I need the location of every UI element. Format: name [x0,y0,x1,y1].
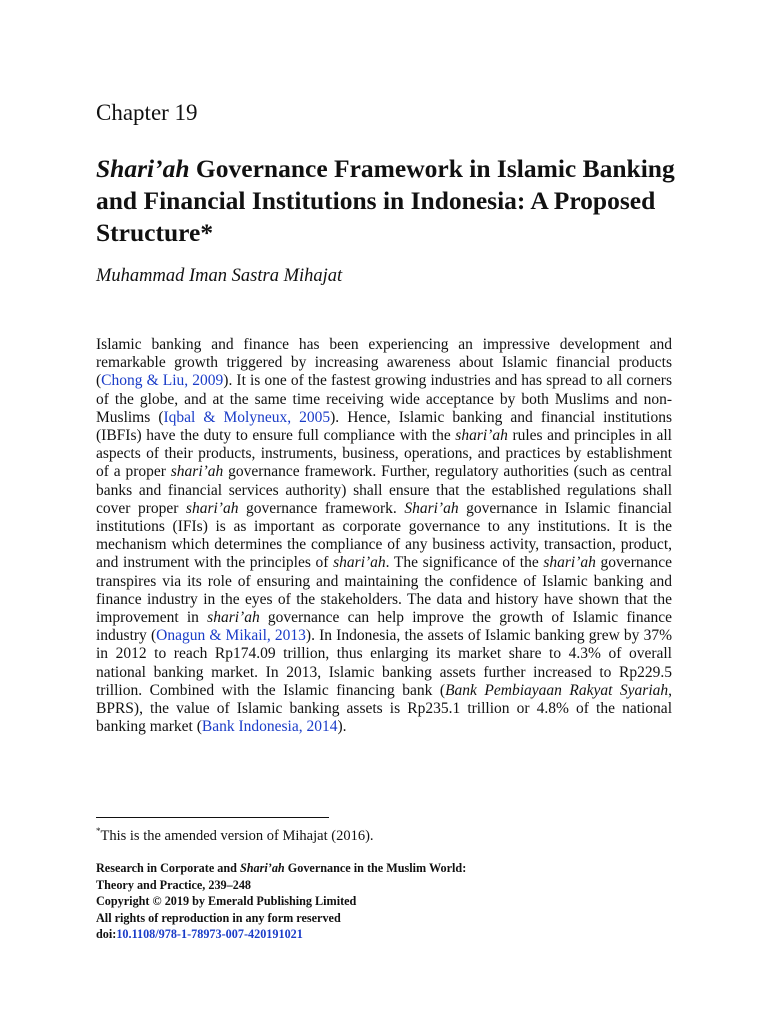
imprint-book-title [96,860,466,877]
body-text: governance transpires via its role of ensuring and maintaining the confidence of Islamic banking and finance industry in the eyes of the stakeholders. The data and history have shown that the improvement in [96,554,672,627]
italic-term: Shari’ah [404,499,459,517]
body-text: ). It is one of the fastest growing industries and has spread to all corners of the globe, and at the same time receiving wide acceptance by both Muslims and non-Muslims ( [96,372,672,426]
citation-link[interactable]: Onagun & Mikail, 2013 [156,627,306,645]
italic-term: shari’ah [185,499,239,517]
body-text: governance in Islamic financial institutions (IFIs) is as important as corporate governance to any institutions. It is the mechanism which determines the compliance of any business activity, transaction, product, and instrument with the principles of [96,499,672,572]
title-rest: Governance Framework in Islamic Banking and Financial Institutions in Indonesia: A Proposed Structure* [96,154,675,247]
publication-imprint [96,860,466,943]
italic-term: shari’ah [543,554,596,572]
body-text: Islamic banking and finance has been experiencing an impressive development and remarkable growth triggered by increasing awareness about Islamic financial products ( [96,336,672,390]
imprint-text: Governance in the Muslim World: [284,861,467,875]
italic-term: shari’ah [207,609,260,627]
doi-label: doi: [96,927,117,941]
chapter-title [96,153,686,249]
imprint-italic: Shari’ah [239,861,285,875]
title-italic-lead: Shari’ah [96,154,190,183]
italic-term: shari’ah [333,554,386,572]
body-paragraph [96,336,672,736]
footnote [96,826,374,845]
imprint-pages: Theory and Practice, 239–248 [96,877,252,892]
body-text: governance framework. Further, regulatory authorities (such as central banks and financial services authority) shall ensure that the established regulations shall cover proper [96,463,672,517]
chapter-label: Chapter 19 [96,100,198,125]
imprint-text: Research in Corporate and [96,861,240,875]
imprint-rights: All rights of reproduction in any form reserved [96,910,341,925]
body-text: ). [337,718,347,736]
italic-term: shari’ah [455,427,508,445]
body-text: rules and principles in all aspects of their products, instruments, business, operations, and practices by establishment of a proper [96,427,672,481]
body-text: , BPRS), the value of Islamic banking assets is Rp235.1 trillion or 4.8% of the national banking market ( [96,681,673,736]
italic-term: Bank Pembiayaan Rakyat Syariah [445,681,669,699]
citation-link[interactable]: Iqbal & Molyneux, 2005 [163,408,331,426]
citation-link[interactable]: Chong & Liu, 2009 [101,372,224,390]
italic-term: shari’ah [170,463,224,481]
body-text: governance can help improve the growth of Islamic finance industry ( [96,609,672,645]
footnote-text: This is the amended version of Mihajat (2016). [100,828,374,844]
body-text: ). In Indonesia, the assets of Islamic banking grew by 37% in 2012 to reach Rp174.09 trillion, thus enlarging its market share to 4.3% of overall national banking market. In 2013, Islamic banking assets further increased to Rp229.5 trillion. Combined with the Islamic financing bank ( [96,627,672,699]
citation-link[interactable]: Bank Indonesia, 2014 [201,718,338,736]
footnote-marker: * [96,826,101,836]
footnote-divider [96,817,329,818]
imprint-doi [96,926,466,943]
body-text: governance framework. [238,499,405,517]
imprint-copyright: Copyright © 2019 by Emerald Publishing Limited [96,894,357,908]
body-text: . The significance of the [385,554,544,572]
author-name: Muhammad Iman Sastra Mihajat [96,266,343,286]
body-text: ). Hence, Islamic banking and financial institutions (IBFIs) have the duty to ensure full compliance with the [96,408,672,445]
doi-link[interactable]: 10.1108/978-1-78973-007-420191021 [116,927,303,941]
